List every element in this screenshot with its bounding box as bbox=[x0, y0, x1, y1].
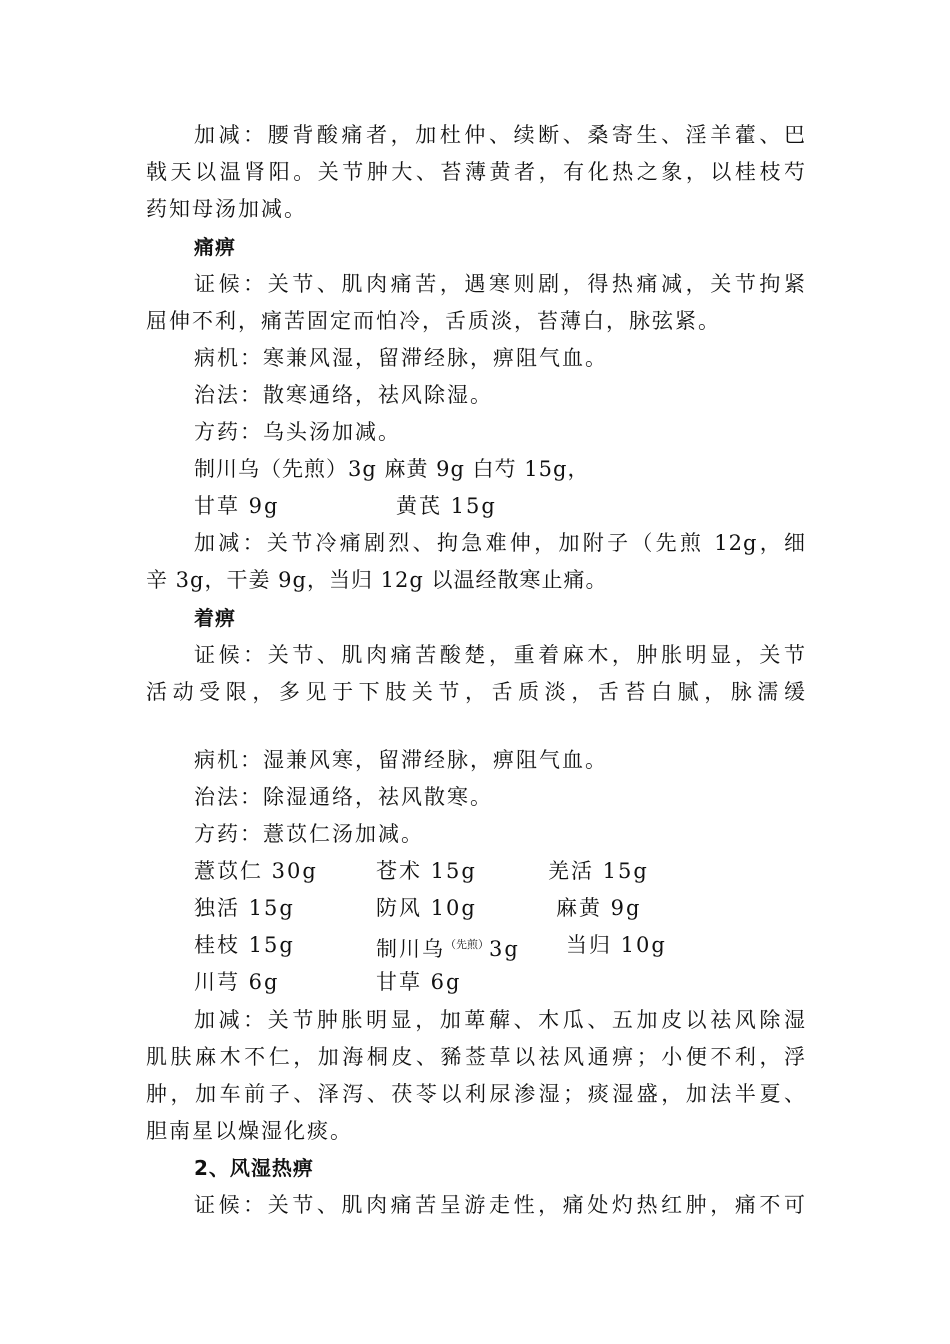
tongbi-herb-gancao: 甘草 9g bbox=[194, 494, 280, 518]
zhuobi-herb: 苍术 15g bbox=[376, 859, 477, 883]
zhuobi-herb-chuanwu-note: （先煎） bbox=[445, 938, 489, 951]
tongbi-herbs-row-1: 制川乌（先煎）3g 麻黄 9g 白芍 15g， bbox=[194, 457, 590, 481]
tongbi-zhenghou-line-1: 证候：关节、肌肉痛苦，遇寒则剧，得热痛减，关节拘紧 bbox=[194, 272, 806, 296]
zhuobi-herb: 川芎 6g bbox=[194, 970, 280, 994]
zhuobi-jiajian-line-1: 加减：关节肿胀明显，加萆薢、木瓜、五加皮以祛风除湿 bbox=[194, 1008, 806, 1032]
zhuobi-herb-chuanwu-name: 制川乌 bbox=[376, 937, 445, 961]
zhuobi-herb: 薏苡仁 30g bbox=[194, 859, 318, 883]
heading-tongbi: 痛痹 bbox=[194, 235, 236, 259]
zhuobi-herb: 当归 10g bbox=[566, 933, 667, 957]
zhuobi-herb: 甘草 6g bbox=[376, 970, 462, 994]
zhuobi-zhenghou-line-2: 活动受限，多见于下肢关节，舌质淡，舌苔白腻，脉濡缓 bbox=[146, 680, 806, 704]
zhuobi-herb: 独活 15g bbox=[194, 896, 295, 920]
zhuobi-herb: 羌活 15g bbox=[548, 859, 649, 883]
prelude-line-2: 戟天以温肾阳。关节肿大、苔薄黄者，有化热之象，以桂枝芍 bbox=[146, 160, 806, 184]
heading-fengshire: 2、风湿热痹 bbox=[194, 1156, 314, 1180]
tongbi-jiajian-line-1: 加减：关节冷痛剧烈、拘急难伸，加附子（先煎 12g，细 bbox=[194, 531, 806, 555]
zhuobi-herb: 防风 10g bbox=[376, 896, 477, 920]
zhuobi-zhenghou-line-1: 证候：关节、肌肉痛苦酸楚，重着麻木，肿胀明显，关节 bbox=[194, 643, 806, 667]
zhuobi-jiajian-line-2: 肌肤麻木不仁，加海桐皮、豨莶草以祛风通痹；小便不利，浮 bbox=[146, 1045, 806, 1069]
tongbi-zhenghou-line-2: 屈伸不利，痛苦固定而怕冷，舌质淡，苔薄白，脉弦紧。 bbox=[146, 309, 721, 333]
fengshire-zhenghou-line-1: 证候：关节、肌肉痛苦呈游走性，痛处灼热红肿，痛不可 bbox=[194, 1193, 806, 1217]
tongbi-jiajian-line-2: 辛 3g，干姜 9g，当归 12g 以温经散寒止痛。 bbox=[146, 568, 608, 592]
zhuobi-herb: 桂枝 15g bbox=[194, 933, 295, 957]
tongbi-fangyao: 方药：乌头汤加减。 bbox=[194, 420, 401, 444]
tongbi-zhifa: 治法：散寒通络，祛风除湿。 bbox=[194, 383, 493, 407]
zhuobi-bingji: 病机：湿兼风寒，留滞经脉，痹阻气血。 bbox=[194, 748, 608, 772]
heading-zhuobi: 着痹 bbox=[194, 606, 236, 630]
zhuobi-zhifa: 治法：除湿通络，祛风散寒。 bbox=[194, 785, 493, 809]
zhuobi-herb: 麻黄 9g bbox=[556, 896, 642, 920]
prelude-line-1: 加减：腰背酸痛者，加杜仲、续断、桑寄生、淫羊藿、巴 bbox=[194, 123, 806, 147]
zhuobi-jiajian-line-4: 胆南星以燥湿化痰。 bbox=[146, 1119, 353, 1143]
zhuobi-herb-chuanwu bbox=[376, 930, 520, 964]
tongbi-herb-huangqi: 黄芪 15g bbox=[396, 494, 497, 518]
zhuobi-herb-chuanwu-dose: 3g bbox=[489, 937, 520, 961]
zhuobi-jiajian-line-3: 肿，加车前子、泽泻、茯苓以利尿渗湿；痰湿盛，加法半夏、 bbox=[146, 1082, 806, 1106]
tongbi-bingji: 病机：寒兼风湿，留滞经脉，痹阻气血。 bbox=[194, 346, 608, 370]
zhuobi-fangyao: 方药：薏苡仁汤加减。 bbox=[194, 822, 424, 846]
prelude-line-3: 药知母汤加减。 bbox=[146, 197, 307, 221]
